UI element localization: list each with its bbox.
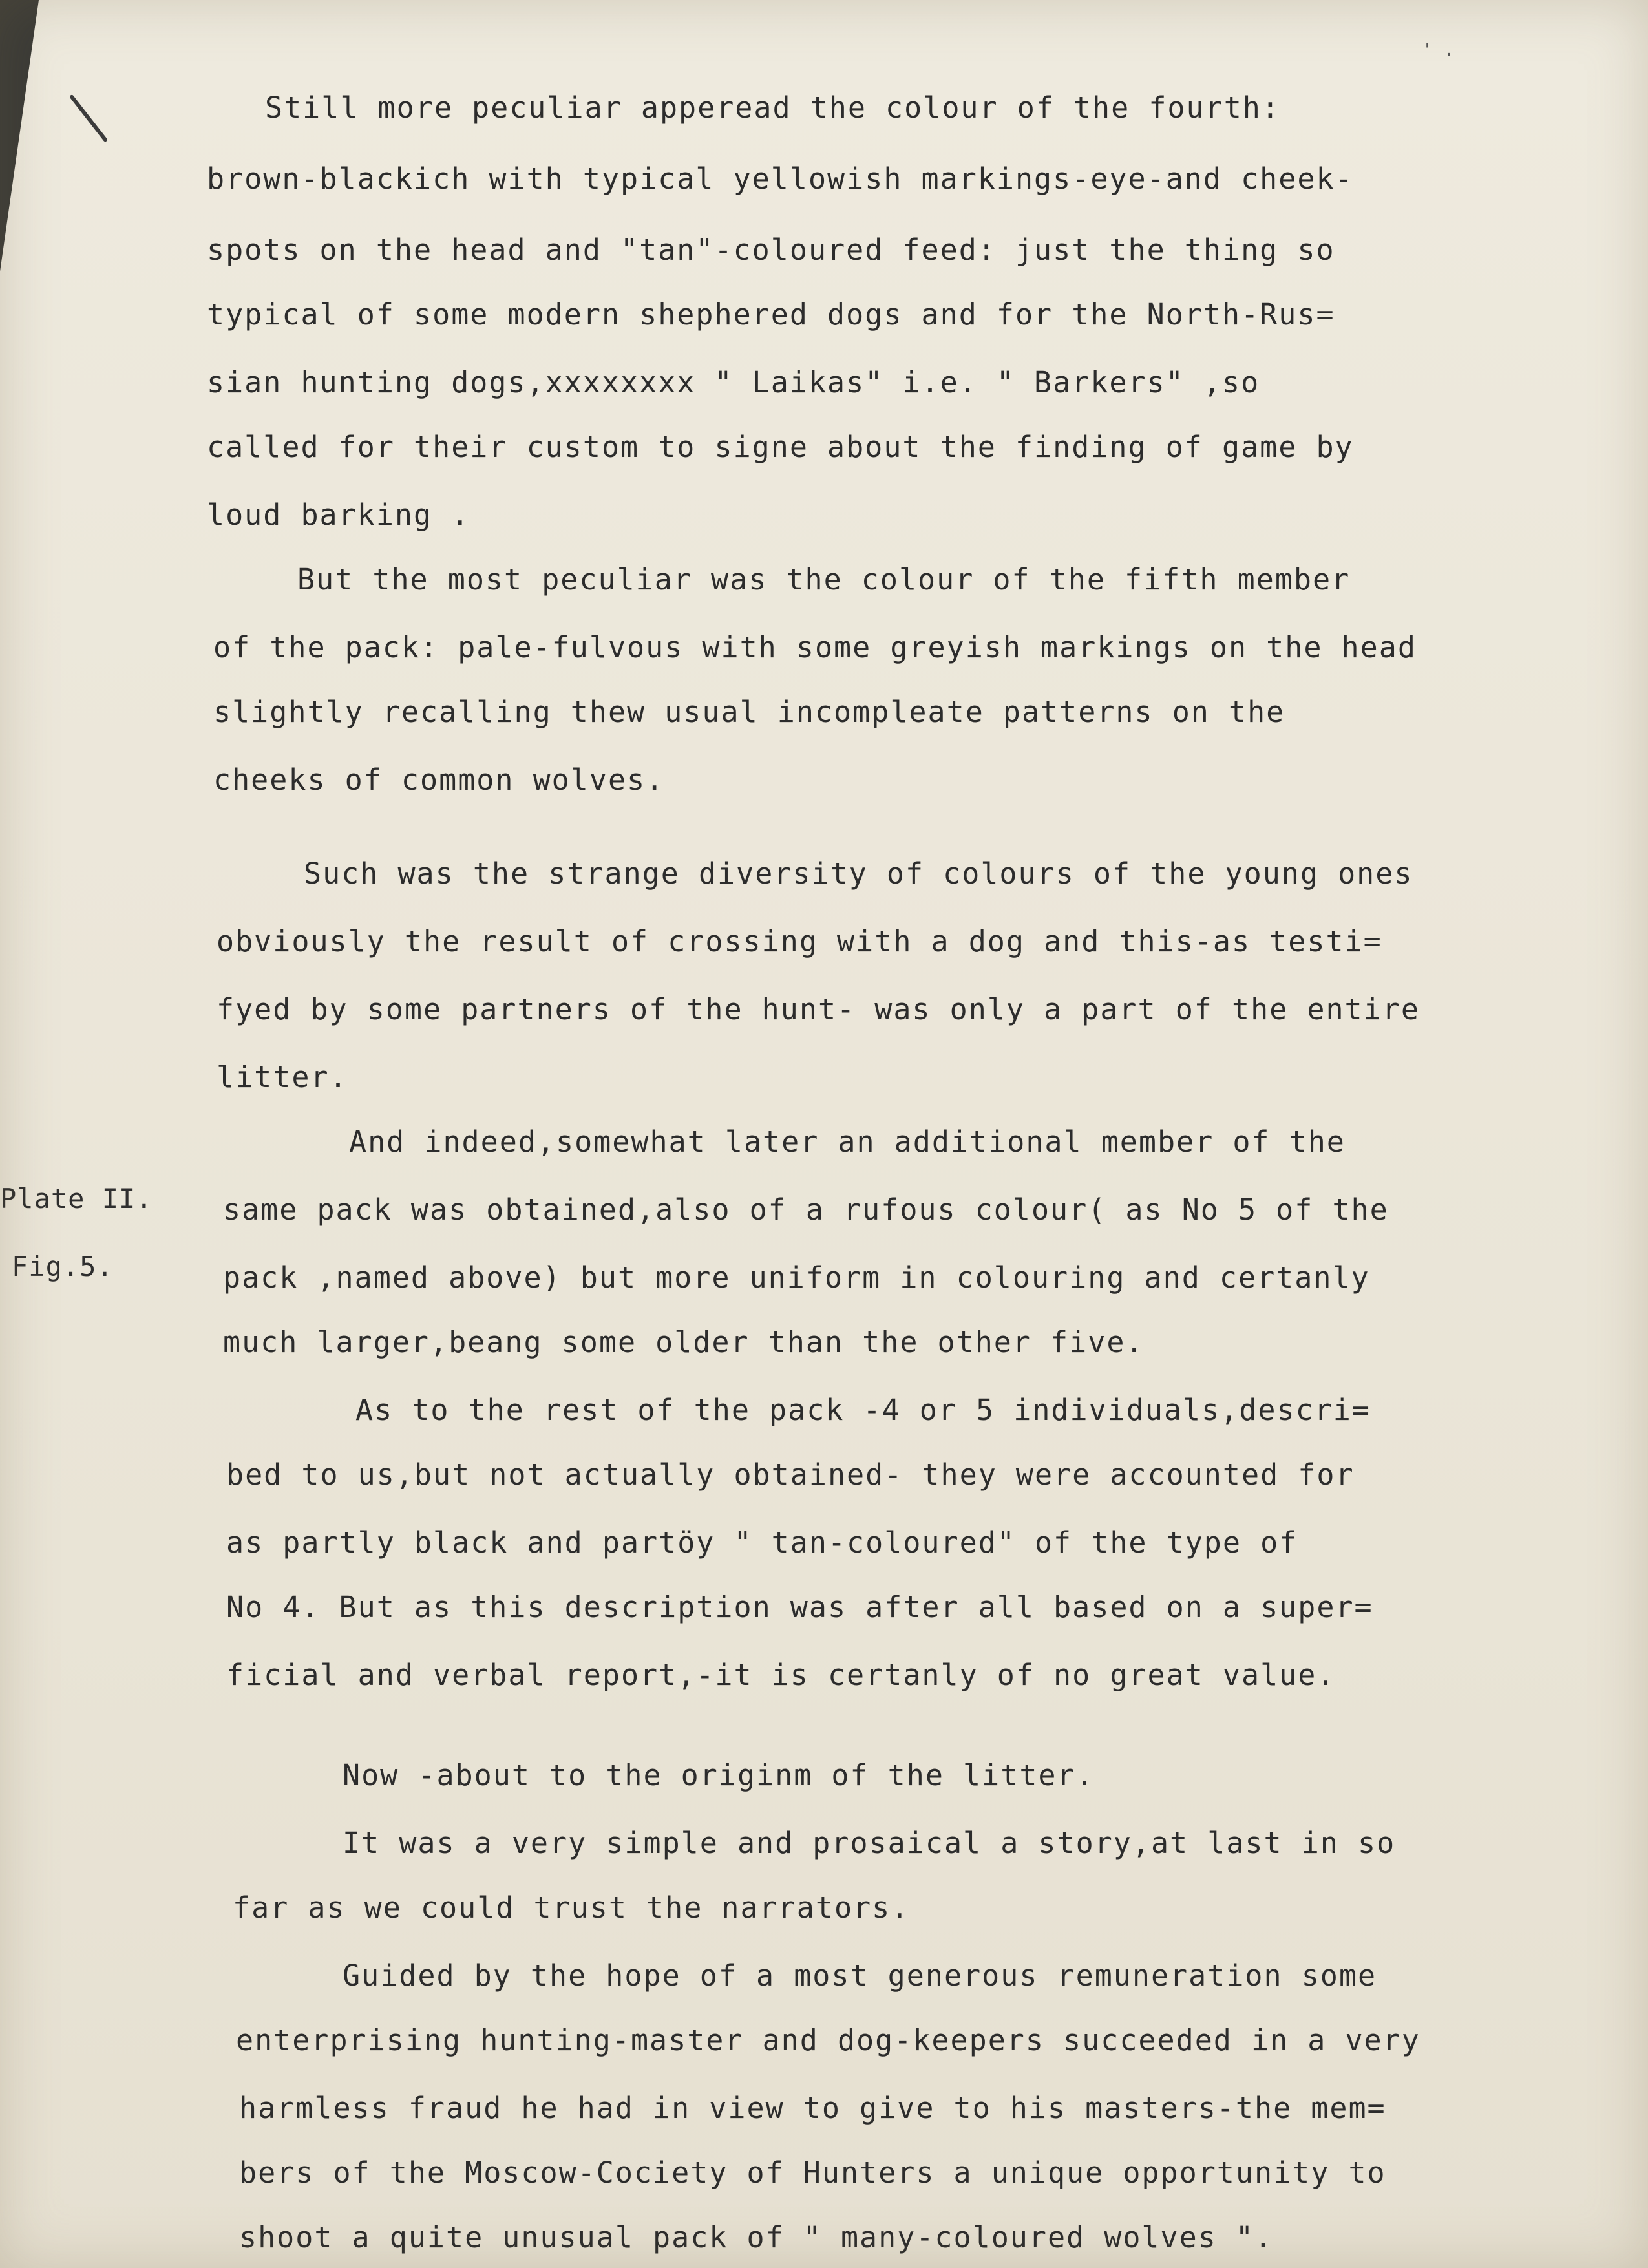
text-line: much larger,beang some older than the other five. [223,1325,1145,1359]
staple-icon [69,94,108,143]
text-line: sian hunting dogs,xxxxxxxx " Laikas" i.e. " Barkers" ,so [207,365,1260,399]
text-line: enterprising hunting-master and dog-keepers succeeded in a very [236,2023,1421,2057]
text-line: as partly black and partöy " tan-coloured" of the type of [226,1525,1298,1560]
text-line: ficial and verbal report,-it is certanly of no great value. [226,1658,1336,1692]
text-line: brown-blackich with typical yellowish markings-eye-and cheek- [207,162,1354,196]
text-line: spots on the head and "tan"-coloured feed: just the thing so [207,233,1335,267]
text-line: called for their custom to signe about the finding of game by [207,430,1354,464]
text-line: Guided by the hope of a most generous remuneration some [343,1958,1377,1993]
text-line: And indeed,somewhat later an additional member of the [349,1125,1346,1159]
text-line: But the most peculiar was the colour of the fifth member [297,562,1351,597]
text-line: loud barking . [207,498,470,532]
text-line: shoot a quite unusual pack of " many-coloured wolves ". [239,2220,1274,2254]
text-line: Such was the strange diversity of colours of the young ones [304,856,1413,891]
text-line: obviously the result of crossing with a dog and this-as testi= [217,924,1382,959]
text-line: slightly recalling thew usual incompleate patterns on the [213,695,1285,729]
folded-corner [0,0,39,271]
text-line: bed to us,but not actually obtained- they were accounted for [226,1457,1355,1492]
text-line: It was a very simple and prosaical a story,at last in so [343,1826,1396,1860]
text-line: typical of some modern shephered dogs and for the North-Rus= [207,297,1335,332]
text-line: fyed by some partners of the hunt- was only a part of the entire [217,992,1420,1026]
page-mark: ' . [1422,39,1455,60]
text-line: cheeks of common wolves. [213,763,665,797]
text-line: bers of the Moscow-Cociety of Hunters a unique opportunity to [239,2156,1386,2190]
margin-note-plate: Plate II. [0,1183,153,1214]
text-line: harmless fraud he had in view to give to his masters-the mem= [239,2091,1386,2125]
text-line: of the pack: pale-fulvous with some greyish markings on the head [213,630,1417,664]
text-line: same pack was obtained,also of a rufous colour( as No 5 of the [223,1192,1389,1227]
text-line: far as we could trust the narrators. [233,1891,910,1925]
text-line: As to the rest of the pack -4 or 5 individuals,descri= [355,1393,1371,1427]
margin-note-fig: Fig.5. [12,1251,114,1282]
text-line: litter. [217,1060,348,1094]
text-line: Still more peculiar apperead the colour of the fourth: [265,90,1280,125]
text-line: pack ,named above) but more uniform in colouring and certanly [223,1260,1370,1295]
text-line: Now -about to the originm of the litter. [343,1758,1095,1792]
text-line: No 4. But as this description was after all based on a super= [226,1590,1373,1624]
